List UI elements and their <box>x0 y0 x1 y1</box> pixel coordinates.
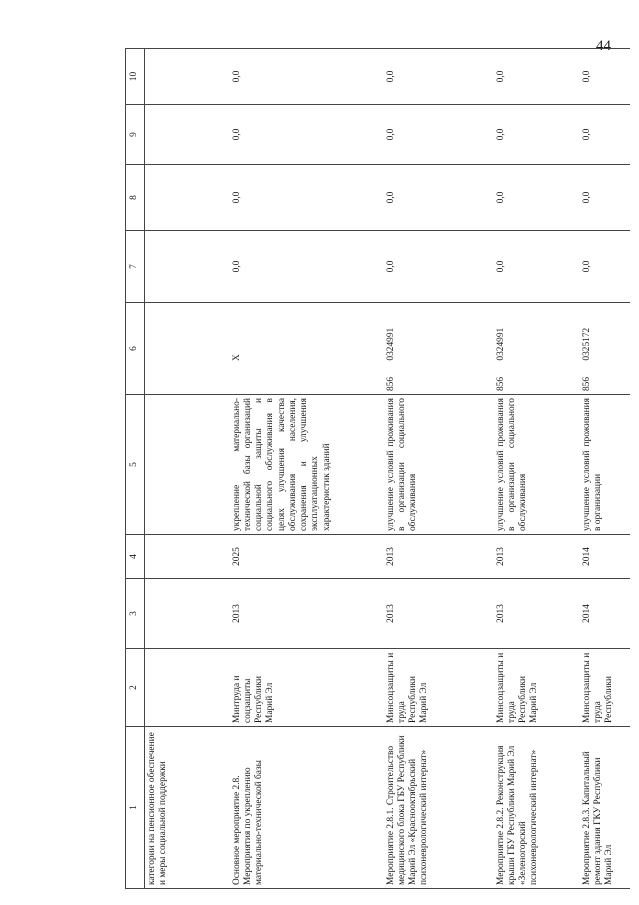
budget-code-cell <box>386 303 496 395</box>
end-year-cell: 2014 <box>582 535 630 579</box>
value-cell <box>145 231 232 303</box>
header-cell: 1 <box>126 727 145 889</box>
value-cell: 0,0 <box>496 231 582 303</box>
executor-cell: Минсоцзащиты и труда Республики Марий Эл <box>496 649 582 727</box>
table-row <box>582 49 630 889</box>
expected-result-cell: укрепление материально-технической базы организаций социальной защиты и социального обслуживания в целях улучшения качества обслуживания населения, сохранения и улучшения эксплуатационных характеристик зданий <box>232 395 386 535</box>
target-article-code: 0324991 <box>495 327 506 361</box>
value-cell <box>145 105 232 165</box>
table-row <box>496 49 582 889</box>
header-cell: 2 <box>126 649 145 727</box>
table-row <box>386 49 496 889</box>
value-cell: 0,0 <box>232 165 386 231</box>
budget-code-cell <box>145 303 232 395</box>
page-number: 44 <box>596 38 611 54</box>
executor-cell: Минсоцзащиты и труда Республики Марий Эл <box>386 649 496 727</box>
value-cell: 0,0 <box>582 165 630 231</box>
value-cell: 0,0 <box>232 49 386 105</box>
value-cell: 0,0 <box>496 49 582 105</box>
header-cell: 4 <box>126 535 145 579</box>
table-row <box>232 49 386 889</box>
grbs-code: 856 <box>385 376 396 391</box>
value-cell: 0,0 <box>232 231 386 303</box>
measure-name-cell: категории на пенсионное обеспечение и меры социальной поддержки <box>145 727 232 889</box>
value-cell: 0,0 <box>582 231 630 303</box>
value-cell: 0,0 <box>496 105 582 165</box>
start-year-cell: 2014 <box>582 579 630 649</box>
table-row <box>145 49 232 889</box>
value-cell: 0,0 <box>582 105 630 165</box>
header-cell: 9 <box>126 105 145 165</box>
end-year-cell <box>145 535 232 579</box>
expected-result-cell <box>145 395 232 535</box>
value-cell <box>145 165 232 231</box>
measure-name-cell: Основное мероприятие 2.8. Мероприятия по укреплению материально-технической базы <box>232 727 386 889</box>
expected-result-cell: улучшение условий проживания в организации социального обслуживания <box>386 395 496 535</box>
target-article-code: 0325172 <box>581 327 592 361</box>
value-cell: 0,0 <box>386 105 496 165</box>
value-cell: 0,0 <box>496 165 582 231</box>
budget-code-cell <box>582 303 630 395</box>
measure-name-cell: Мероприятие 2.8.2. Реконструкция крыши ГБУ Республики Марий Эл «Зеленогорский психоневрологический интернат» <box>496 727 582 889</box>
measure-name-cell: Мероприятие 2.8.3. Капитальный ремонт здания ГКУ Республики Марий Эл <box>582 727 630 889</box>
budget-code-cell <box>496 303 582 395</box>
header-cell: 7 <box>126 231 145 303</box>
rotated-table-container <box>125 49 630 889</box>
value-cell: 0,0 <box>386 165 496 231</box>
header-cell: 5 <box>126 395 145 535</box>
value-cell: 0,0 <box>386 49 496 105</box>
value-cell: 0,0 <box>232 105 386 165</box>
value-cell: 0,0 <box>386 231 496 303</box>
executor-cell: Минсоцзащиты и труда Республики <box>582 649 630 727</box>
program-table <box>125 48 630 889</box>
budget-code-cell <box>232 303 386 395</box>
start-year-cell: 2013 <box>496 579 582 649</box>
grbs-code: 856 <box>495 376 506 391</box>
measure-name-cell: Мероприятие 2.8.1. Строительство медицинского блока ГБУ Республики Марий Эл «Краснооктябрьский психоневрологический интернат» <box>386 727 496 889</box>
end-year-cell: 2013 <box>496 535 582 579</box>
executor-cell: Минтруда и соцзащиты Республики Марий Эл <box>232 649 386 727</box>
expected-result-cell: улучшение условий проживания в организации социального обслуживания <box>496 395 582 535</box>
expected-result-cell: улучшение условий проживания в организации <box>582 395 630 535</box>
start-year-cell <box>145 579 232 649</box>
header-cell: 10 <box>126 49 145 105</box>
start-year-cell: 2013 <box>232 579 386 649</box>
end-year-cell: 2013 <box>386 535 496 579</box>
end-year-cell: 2025 <box>232 535 386 579</box>
header-cell: 8 <box>126 165 145 231</box>
grbs-code: 856 <box>581 376 592 391</box>
header-row <box>126 49 145 889</box>
value-cell: 0,0 <box>582 49 630 105</box>
header-cell: 6 <box>126 303 145 395</box>
start-year-cell: 2013 <box>386 579 496 649</box>
value-cell <box>145 49 232 105</box>
target-article-code: 0324991 <box>385 327 396 361</box>
target-article-code: X <box>231 354 242 361</box>
executor-cell <box>145 649 232 727</box>
header-cell: 3 <box>126 579 145 649</box>
